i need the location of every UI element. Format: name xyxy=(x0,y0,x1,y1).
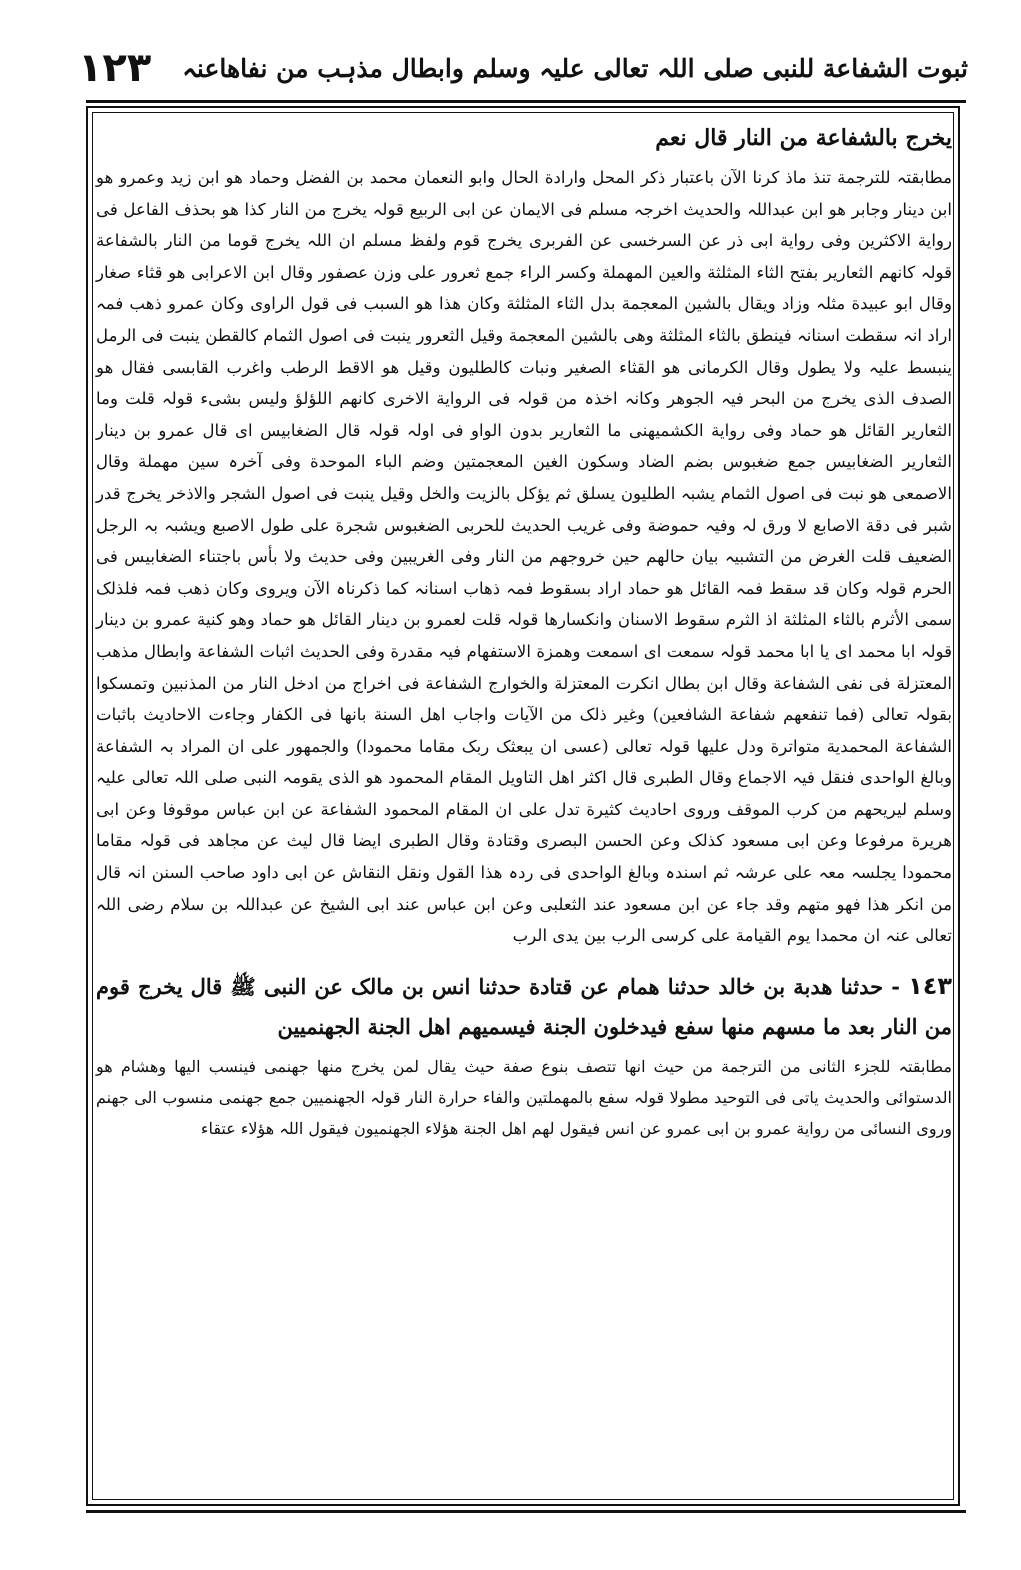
top-rule xyxy=(86,100,966,103)
page-body xyxy=(96,118,952,1144)
page-number: ١٢٣ xyxy=(78,45,152,91)
running-title: ثبوت الشفاعة للنبی صلی اللہ تعالی علیہ وسلم وابطال مذہب من نفاھاعنہ xyxy=(182,53,968,83)
hadith-text-content: یخرج بالشفاعة من النار قال نعم xyxy=(655,125,952,151)
hadith-text xyxy=(96,966,952,1047)
bottom-rule xyxy=(86,1510,966,1513)
commentary-paragraph: مطابقتہ للترجمة تنذ ماذ کرنا الآن باعتبار ذکر المحل وارادة الحال وابو النعمان محمد بن الفضل وحماد ھو ابن زید وعمرو ھو ابن دینار وجابر ھو ابن عبداللہ والحدیث اخرجہ مسلم فی الایمان عن ابی الربیع قولہ یخرج من النار کذا ھو بحذف الفاعل فی روایة الاکثرین وفی روایة ابی ذر عن السرخسی عن الفربری یخرج قوم ولفظ مسلم ان اللہ یخرج قوما من النار بالشفاعة قولہ کانھم الثعاریر بفتح الثاء المثلثة والعین المھملة وکسر الراء جمع ثعرور علی وزن عصفور وقال ابن الاعرابی ھو قثاء صغار وقال ابو عبیدة مثلہ وزاد ویقال بالشین المعجمة بدل الثاء المثلثة وکان ھذا ھو السبب فی قول الراوی وکان عمرو ذھب فمہ اراد انہ سقطت اسنانہ فینطق بالثاء المثلثة وھی بالشین المعجمة وقیل الثعرور ینبت فی اصول الثمام کالقطن ینبت فی الرمل ینبسط علیہ ولا یطول وقال الکرمانی ھو القثاء الصغیر ونبات کالطلیون وقیل ھو الاقط الرطب واغرب القابسی فقال ھو الصدف الذی یخرج من البحر فیہ الجوھر وکانہ اخذہ من قولہ فی الروایة الاخری کانھم اللؤلؤ ولیس بشیء قولہ قلت وما الثعاریر القائل ھو حماد وفی روایة الکشمیھنی ما الثعاریر بدون الواو فی اولہ قولہ قال الضغابیس ای قال عمرو بن دینار الثعاریر الضغابیس جمع ضغبوس بضم الضاد وسکون الغین المعجمتین وضم الباء الموحدة وفی آخرہ سین مھملة وقال الاصمعی ھو نبت فی اصول الثمام یشبہ الطلیون یسلق ثم یؤکل بالزیت والخل وقیل ینبت فی اصول الشجر والاذخر یخرج قدر شبر فی دقة الاصابع لا ورق لہ وفیہ حموضة وفی غریب الحدیث للحربی الضغبوس شجرة علی طول الاصبع ویشبہ بہ الرجل الضعیف قلت الغرض من التشبیہ بیان حالھم حین خروجھم من النار وفی الغریبین وفی حدیث ولا بأس باجتناء الضغابیس فی الحرم قولہ وکان قد سقط فمہ القائل ھو حماد اراد بسقوط فمہ ذھاب اسنانہ کما ذکرناہ الآن ویروی وکان ذھب فمہ فلذلک سمی الأثرم بالثاء المثلثة اذ الثرم سقوط الاسنان وانکسارھا قولہ قلت لعمرو بن دینار القائل ھو حماد وھو کنیة عمرو بن دینار قولہ ابا محمد ای یا ابا محمد قولہ سمعت ای اسمعت وھمزة الاستفھام فیہ مقدرة وفی الحدیث اثبات الشفاعة وابطال مذھب المعتزلة فی نفی الشفاعة وقال ابن بطال انکرت المعتزلة والخوارج الشفاعة فی اخراج من ادخل النار من المذنبین وتمسکوا بقولہ تعالی (فما تنفعھم شفاعة الشافعین) وغیر ذلک من الآیات واجاب اھل السنة بانھا فی الکفار وجاءت الاحادیث باثبات الشفاعة المحمدیة متواترة ودل علیھا قولہ تعالی (عسی ان یبعثک ربک مقاما محمودا) والجمھور علی ان المراد بہ الشفاعة وبالغ الواحدی فنقل فیہ الاجماع وقال الطبری قال اکثر اھل التاویل المقام المحمود ھو الذی یقومہ النبی صلی اللہ تعالی علیہ وسلم لیریحھم من کرب الموقف وروی احادیث کثیرة تدل علی ان المقام المحمود الشفاعة عن ابن عباس موقوفا وعن ابی ھریرة مرفوعا وعن ابی مسعود کذلک وعن الحسن البصری وقتادة وقال الطبری ایضا قال لیث عن مجاھد فی قولہ مقاما محمودا یجلسہ معہ علی عرشہ ثم اسندہ وبالغ الواحدی فی ردہ ھذا القول ونقل النقاش عن ابی داود صاحب السنن انہ قال من انکر ھذا فھو متھم وقد جاء عن ابن مسعود عند الثعلبی وعن ابن عباس عند ابی الشیخ عن عبداللہ بن سلام رضی اللہ تعالی عنہ ان محمدا یوم القیامة علی کرسی الرب بین یدی الرب xyxy=(96,168,953,946)
hadith-number: ١٤٣ xyxy=(908,971,953,1000)
hadith-separator: - xyxy=(883,973,900,999)
hadith-block xyxy=(96,966,952,1144)
commentary-paragraph: مطابقتہ للجزء الثانی من الترجمة من حیث انھا تتصف بنوع صفة حیث یقال لمن یخرج منھا جھنمی فینسب الیھا وھشام ھو الدستوائی والحدیث یاتی فی التوحید مطولا قولہ سفع بالمھملتین والفاء حرارة النار قولہ الجھنمیین جمع جھنمی منسوب الی جھنم وروی النسائی من روایة عمرو بن ابی عمرو عن انس فیقول لھم اھل الجنة ھؤلاء الجھنمیون فیقول اللہ ھؤلاء عتقاء xyxy=(96,1056,953,1138)
hadith-text-content: حدثنا ھدبة بن خالد حدثنا ھمام عن قتادة حدثنا انس بن مالک عن النبی ﷺ قال یخرج قوم من النار بعد ما مسھم منھا سفع فیدخلون الجنة فیسمیھم اھل الجنة الجھنمیین xyxy=(96,973,952,1039)
hadith-text xyxy=(96,118,952,158)
page-header xyxy=(78,40,968,96)
